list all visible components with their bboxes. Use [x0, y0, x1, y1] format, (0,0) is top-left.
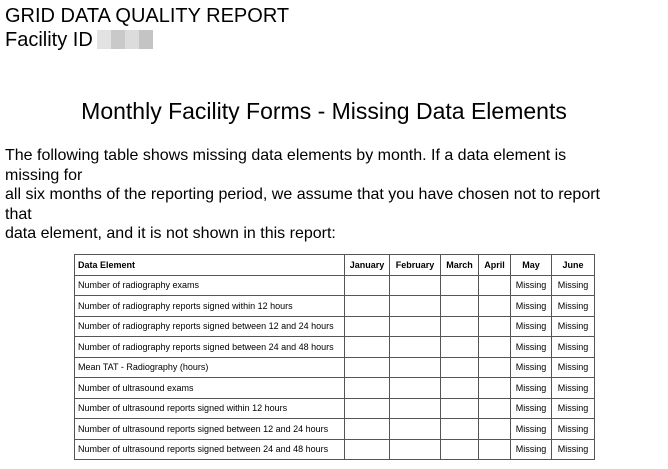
month-status-cell: Missing	[552, 357, 595, 378]
month-status-cell: Missing	[552, 337, 595, 358]
report-title: GRID DATA QUALITY REPORT	[5, 5, 290, 27]
data-element-cell: Number of ultrasound reports signed between 12 and 24 hours	[75, 419, 345, 440]
month-status-cell	[345, 357, 390, 378]
column-header: April	[479, 255, 511, 276]
month-status-cell	[441, 296, 479, 317]
table-row	[75, 337, 595, 358]
intro-line: The following table shows missing data elements by month. If a data element is	[5, 147, 567, 164]
table-row	[75, 357, 595, 378]
month-status-cell	[441, 378, 479, 399]
data-element-cell: Mean TAT - Radiography (hours)	[75, 357, 345, 378]
table-row	[75, 398, 595, 419]
month-status-cell	[390, 398, 441, 419]
data-element-cell: Number of ultrasound reports signed between 24 and 48 hours	[75, 439, 345, 460]
month-status-cell	[390, 378, 441, 399]
month-status-cell	[390, 357, 441, 378]
month-status-cell: Missing	[552, 419, 595, 440]
column-header: January	[345, 255, 390, 276]
facility-id-label: Facility ID	[5, 29, 93, 51]
column-header: February	[390, 255, 441, 276]
month-status-cell	[345, 378, 390, 399]
month-status-cell	[345, 419, 390, 440]
month-status-cell: Missing	[511, 357, 552, 378]
month-status-cell	[441, 419, 479, 440]
month-status-cell: Missing	[552, 275, 595, 296]
month-status-cell	[390, 419, 441, 440]
data-element-cell: Number of radiography exams	[75, 275, 345, 296]
table-row	[75, 316, 595, 337]
month-status-cell	[441, 357, 479, 378]
column-header: March	[441, 255, 479, 276]
month-status-cell: Missing	[511, 337, 552, 358]
section-title: Monthly Facility Forms - Missing Data Elements	[81, 98, 567, 124]
month-status-cell	[345, 398, 390, 419]
month-status-cell: Missing	[511, 398, 552, 419]
month-status-cell: Missing	[511, 316, 552, 337]
month-status-cell: Missing	[511, 419, 552, 440]
month-status-cell	[345, 275, 390, 296]
column-header: Data Element	[75, 255, 345, 276]
intro-line: that	[5, 205, 32, 223]
month-status-cell: Missing	[552, 316, 595, 337]
facility-id-line	[5, 29, 153, 52]
intro-line: data element, and it is not shown in this report:	[5, 225, 336, 242]
month-status-cell	[479, 275, 511, 296]
table-body	[75, 275, 595, 460]
month-status-cell	[390, 337, 441, 358]
missing-data-table	[74, 254, 595, 460]
month-status-cell	[479, 357, 511, 378]
month-status-cell	[441, 316, 479, 337]
month-status-cell	[390, 275, 441, 296]
month-status-cell: Missing	[511, 378, 552, 399]
month-status-cell	[441, 337, 479, 358]
redacted-facility-id	[97, 30, 153, 49]
month-status-cell	[441, 275, 479, 296]
month-status-cell	[441, 398, 479, 419]
month-status-cell	[479, 398, 511, 419]
month-status-cell	[441, 439, 479, 460]
month-status-cell: Missing	[552, 296, 595, 317]
month-status-cell	[479, 316, 511, 337]
data-element-cell: Number of ultrasound exams	[75, 378, 345, 399]
month-status-cell	[345, 337, 390, 358]
data-element-cell: Number of ultrasound reports signed within 12 hours	[75, 398, 345, 419]
month-status-cell: Missing	[552, 398, 595, 419]
table-row	[75, 419, 595, 440]
data-element-cell: Number of radiography reports signed between 12 and 24 hours	[75, 316, 345, 337]
table-row	[75, 275, 595, 296]
month-status-cell	[345, 439, 390, 460]
table-row	[75, 378, 595, 399]
column-header: May	[511, 255, 552, 276]
table-row	[75, 296, 595, 317]
intro-line: missing for	[5, 166, 83, 184]
month-status-cell	[479, 439, 511, 460]
month-status-cell: Missing	[511, 439, 552, 460]
table-header-row	[75, 255, 595, 276]
month-status-cell: Missing	[552, 378, 595, 399]
intro-paragraph	[5, 146, 650, 244]
intro-line: all six months of the reporting period, we assume that you have chosen not to report	[5, 186, 600, 203]
data-element-cell: Number of radiography reports signed within 12 hours	[75, 296, 345, 317]
month-status-cell: Missing	[511, 296, 552, 317]
month-status-cell	[390, 296, 441, 317]
month-status-cell	[345, 316, 390, 337]
month-status-cell	[479, 378, 511, 399]
month-status-cell	[479, 419, 511, 440]
month-status-cell	[345, 296, 390, 317]
month-status-cell: Missing	[552, 439, 595, 460]
month-status-cell	[390, 439, 441, 460]
month-status-cell	[479, 296, 511, 317]
month-status-cell	[390, 316, 441, 337]
column-header: June	[552, 255, 595, 276]
table-row	[75, 439, 595, 460]
month-status-cell	[479, 337, 511, 358]
data-element-cell: Number of radiography reports signed between 24 and 48 hours	[75, 337, 345, 358]
month-status-cell: Missing	[511, 275, 552, 296]
